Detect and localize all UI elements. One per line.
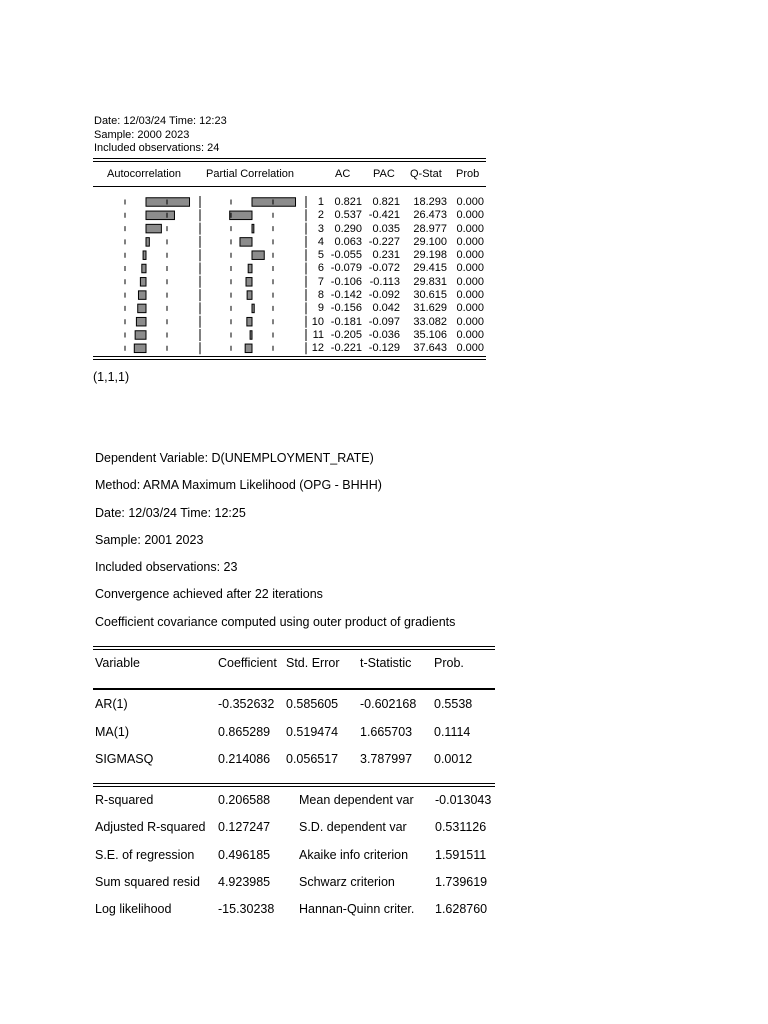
prob-cell: 0.000 bbox=[456, 302, 484, 315]
lag-cell: 5 bbox=[317, 249, 324, 262]
summary-row bbox=[0, 875, 768, 891]
lag-cell: 8 bbox=[317, 289, 324, 302]
dependent-variable: Dependent Variable: D(UNEMPLOYMENT_RATE) bbox=[95, 451, 374, 465]
lag-cell: 6 bbox=[317, 262, 324, 275]
summary-value: -15.30238 bbox=[218, 902, 275, 917]
ac-cell: -0.079 bbox=[330, 262, 362, 275]
variable-cell: AR(1) bbox=[95, 697, 128, 711]
summary-value: -0.013043 bbox=[435, 793, 492, 807]
ac-cell: -0.181 bbox=[330, 315, 362, 328]
pac-cell: 0.821 bbox=[372, 196, 400, 208]
estimation-header bbox=[95, 451, 455, 642]
ac-cell: -0.156 bbox=[330, 302, 362, 315]
coef-table-row bbox=[0, 752, 768, 768]
prob-cell: 0.000 bbox=[456, 315, 484, 328]
prob-cell: 0.000 bbox=[456, 289, 484, 302]
qstat-cell: 18.293 bbox=[413, 196, 447, 208]
qstat-cell: 29.100 bbox=[413, 235, 447, 248]
std-error-cell: 0.585605 bbox=[286, 697, 339, 711]
lag-cell: 11 bbox=[312, 328, 324, 341]
summary-row bbox=[0, 820, 768, 836]
lag-cell: 3 bbox=[317, 222, 324, 235]
summary-label: Sum squared resid bbox=[95, 874, 200, 889]
summary-label: S.D. dependent var bbox=[299, 820, 407, 835]
ac-cell: -0.205 bbox=[330, 328, 362, 341]
prob-cell: 0.000 bbox=[456, 196, 484, 208]
coef-table-header bbox=[0, 656, 768, 672]
lag-cell: 9 bbox=[317, 302, 324, 315]
summary-top-rule bbox=[93, 783, 495, 787]
prob-cell: 0.1114 bbox=[434, 724, 471, 739]
summary-label: Akaike info criterion bbox=[299, 847, 409, 862]
coefficient-cell: 0.865289 bbox=[218, 724, 271, 739]
ac-cell: -0.142 bbox=[330, 289, 362, 302]
coef-table-top-rule bbox=[93, 646, 495, 650]
coef-table-header-rule bbox=[93, 688, 495, 690]
correlogram-row bbox=[0, 289, 768, 302]
summary-label: Schwarz criterion bbox=[299, 874, 395, 889]
estimation-sample: Sample: 2001 2023 bbox=[95, 532, 204, 547]
correlogram-sample: Sample: 2000 2023 bbox=[94, 128, 190, 141]
summary-label: Mean dependent var bbox=[299, 793, 414, 807]
pac-cell: 0.231 bbox=[372, 249, 400, 262]
t-statistic-header: t-Statistic bbox=[360, 656, 412, 670]
variable-cell: MA(1) bbox=[95, 724, 130, 739]
variable-header: Variable bbox=[95, 656, 140, 670]
coefficient-header: Coefficient bbox=[218, 656, 277, 670]
correlogram-date-time: Date: 12/03/24 Time: 12:23 bbox=[94, 115, 227, 127]
correlogram-row bbox=[0, 249, 768, 262]
pac-header: PAC bbox=[373, 168, 395, 180]
correlogram-top-rule bbox=[93, 158, 486, 162]
coef-table-row bbox=[0, 725, 768, 741]
prob-cell: 0.0012 bbox=[434, 752, 473, 766]
std-error-header: Std. Error bbox=[286, 656, 340, 670]
ac-cell: 0.063 bbox=[334, 235, 362, 248]
coefficient-cell: 0.214086 bbox=[218, 752, 271, 766]
prob-cell: 0.000 bbox=[456, 342, 484, 355]
correlogram-rows bbox=[0, 196, 768, 356]
qstat-cell: 35.106 bbox=[413, 328, 447, 341]
summary-value: 1.739619 bbox=[435, 874, 488, 889]
ac-cell: 0.537 bbox=[334, 209, 362, 222]
estimation-method: Method: ARMA Maximum Likelihood (OPG - BHHH) bbox=[95, 478, 382, 493]
pac-cell: -0.227 bbox=[368, 235, 400, 248]
prob-cell: 0.000 bbox=[456, 209, 484, 222]
ac-cell: 0.290 bbox=[334, 222, 362, 235]
correlogram-header bbox=[94, 115, 227, 156]
lag-cell: 1 bbox=[317, 196, 324, 208]
estimation-date-time: Date: 12/03/24 Time: 12:25 bbox=[95, 505, 246, 520]
summary-value: 1.628760 bbox=[435, 902, 488, 917]
summary-row bbox=[0, 902, 768, 918]
ac-cell: -0.055 bbox=[330, 249, 362, 262]
correlogram-row bbox=[0, 196, 768, 209]
pac-cell: -0.129 bbox=[368, 342, 400, 355]
pac-cell: -0.036 bbox=[368, 328, 400, 341]
correlogram-row bbox=[0, 302, 768, 315]
coef-table-row bbox=[0, 697, 768, 713]
qstat-cell: 29.831 bbox=[413, 275, 447, 288]
correlogram-row bbox=[0, 236, 768, 249]
lag-cell: 10 bbox=[311, 315, 324, 328]
correlogram-bottom-rule bbox=[93, 356, 486, 360]
qstat-cell: 37.643 bbox=[413, 342, 447, 355]
pac-cell: 0.035 bbox=[372, 222, 400, 235]
prob-cell: 0.000 bbox=[456, 235, 484, 248]
qstat-cell: 30.615 bbox=[413, 289, 447, 302]
pac-cell: -0.113 bbox=[369, 275, 400, 288]
summary-value: 1.591511 bbox=[435, 847, 487, 862]
variable-cell: SIGMASQ bbox=[95, 752, 154, 766]
pac-cell: -0.421 bbox=[368, 209, 400, 222]
correlogram-row bbox=[0, 276, 768, 289]
prob-cell: 0.5538 bbox=[434, 697, 473, 711]
model-order-label: (1,1,1) bbox=[93, 370, 130, 384]
t-statistic-cell: -0.602168 bbox=[360, 697, 417, 711]
summary-value: 0.496185 bbox=[218, 847, 271, 862]
qstat-cell: 31.629 bbox=[413, 302, 447, 315]
correlogram-header-rule bbox=[93, 186, 486, 187]
t-statistic-cell: 3.787997 bbox=[360, 752, 413, 766]
convergence-note: Convergence achieved after 22 iterations bbox=[95, 587, 323, 602]
summary-label: Hannan-Quinn criter. bbox=[299, 902, 415, 917]
correlogram-observations: Included observations: 24 bbox=[94, 142, 220, 154]
lag-cell: 12 bbox=[311, 342, 324, 355]
ac-cell: -0.106 bbox=[330, 275, 362, 288]
correlogram-row bbox=[0, 342, 768, 355]
summary-label: Log likelihood bbox=[95, 902, 172, 917]
summary-label: S.E. of regression bbox=[95, 847, 195, 862]
prob-header: Prob bbox=[456, 168, 480, 180]
std-error-cell: 0.056517 bbox=[286, 752, 339, 766]
summary-value: 4.923985 bbox=[218, 874, 271, 889]
estimation-observations: Included observations: 23 bbox=[95, 560, 238, 575]
partial-correlation-header: Partial Correlation bbox=[206, 168, 295, 180]
correlogram-column-headers bbox=[0, 168, 768, 182]
lag-cell: 2 bbox=[317, 209, 324, 222]
lag-cell: 7 bbox=[317, 275, 324, 288]
correlogram-row bbox=[0, 329, 768, 342]
prob-cell: 0.000 bbox=[456, 275, 484, 288]
summary-value: 0.206588 bbox=[218, 793, 271, 807]
summary-label: R-squared bbox=[95, 793, 154, 807]
qstat-cell: 28.977 bbox=[413, 222, 447, 235]
pac-cell: -0.097 bbox=[368, 315, 400, 328]
prob-cell: 0.000 bbox=[456, 262, 484, 275]
qstat-header: Q-Stat bbox=[410, 168, 442, 180]
summary-label: Adjusted R-squared bbox=[95, 820, 206, 835]
qstat-cell: 33.082 bbox=[413, 315, 447, 328]
lag-cell: 4 bbox=[317, 235, 324, 248]
qstat-cell: 26.473 bbox=[413, 209, 447, 222]
prob-cell: 0.000 bbox=[456, 249, 484, 262]
qstat-cell: 29.198 bbox=[413, 249, 447, 262]
correlogram-row bbox=[0, 316, 768, 329]
autocorrelation-header: Autocorrelation bbox=[107, 168, 181, 180]
std-error-cell: 0.519474 bbox=[286, 724, 339, 739]
correlogram-row bbox=[0, 209, 768, 222]
pac-cell: -0.092 bbox=[368, 289, 400, 302]
summary-value: 0.127247 bbox=[218, 820, 271, 835]
summary-value: 0.531126 bbox=[435, 820, 487, 835]
t-statistic-cell: 1.665703 bbox=[360, 724, 413, 739]
correlogram-row bbox=[0, 223, 768, 236]
pac-cell: -0.072 bbox=[368, 262, 400, 275]
prob-header: Prob. bbox=[434, 656, 464, 670]
correlogram-row bbox=[0, 262, 768, 275]
summary-row bbox=[0, 848, 768, 864]
prob-cell: 0.000 bbox=[456, 328, 484, 341]
ac-header: AC bbox=[335, 168, 351, 180]
ac-cell: 0.821 bbox=[334, 196, 362, 208]
pac-cell: 0.042 bbox=[372, 302, 400, 315]
summary-row bbox=[0, 793, 768, 809]
covariance-note: Coefficient covariance computed using outer product of gradients bbox=[95, 614, 456, 629]
qstat-cell: 29.415 bbox=[413, 262, 447, 275]
coefficient-cell: -0.352632 bbox=[218, 697, 275, 711]
prob-cell: 0.000 bbox=[456, 222, 484, 235]
ac-cell: -0.221 bbox=[330, 342, 362, 355]
